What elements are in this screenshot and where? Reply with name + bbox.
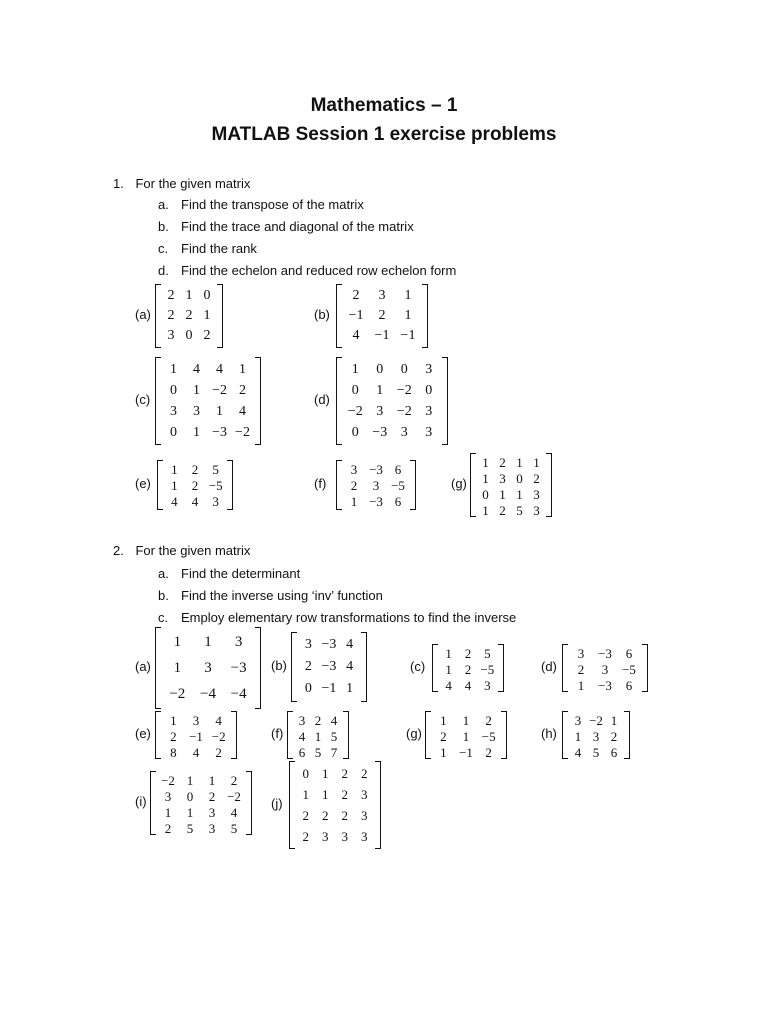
matrix-cell: 3 [167,328,175,343]
matrix-cell: 2 [341,765,348,781]
matrix-cell: 3 [322,828,329,844]
matrix-cell: 2 [464,646,472,661]
matrix [289,761,381,849]
matrix-cell: 3 [170,403,177,419]
matrix-cell: 0 [203,288,211,303]
matrix-label: (j) [271,796,283,811]
task-item [158,566,301,581]
task-letter: b. [158,588,169,603]
matrix-cell: 1 [445,662,452,677]
matrix-cell: 3 [601,662,609,677]
matrix-cell: 3 [574,713,582,728]
matrix-cell: 2 [485,713,492,728]
task-item [158,219,414,234]
matrix [470,453,552,517]
matrix-cell: 4 [464,678,472,693]
matrix-cell: −2 [235,424,250,440]
matrix-cell: 0 [400,361,408,377]
matrix-cell: −1 [321,681,337,696]
matrix-cell: 1 [322,786,329,802]
matrix-cell: 2 [191,462,199,477]
matrix-cell: 3 [212,494,219,509]
matrix-cell: 2 [304,659,312,674]
matrix-cell: 2 [191,478,199,493]
matrix-cell: 0 [351,382,359,398]
matrix-cell: 1 [462,713,470,728]
matrix-cell: 6 [625,678,633,693]
matrix-cell: 2 [185,308,193,323]
matrix-cell: 7 [330,745,338,760]
matrix-cell: 0 [170,424,177,440]
matrix-cell: 3 [376,403,384,419]
matrix-cell: 1 [203,308,211,323]
matrix-cell: 5 [186,821,194,836]
matrix-label: (f) [314,476,327,491]
matrix-cell: 2 [167,288,175,303]
matrix-cell: 2 [440,729,447,744]
matrix-cell: −3 [369,494,383,509]
matrix-cell: 1 [193,424,200,440]
task-item [158,197,364,212]
matrix-cell: −5 [622,662,636,677]
matrix-cell: 0 [185,328,193,343]
matrix-cell: 5 [230,821,238,836]
problem-prompt: For the given matrix [135,176,251,191]
matrix-cell: −3 [321,637,337,652]
matrix-cell: 1 [577,678,585,693]
matrix-cell: 2 [203,328,211,343]
matrix-cell: 6 [610,745,618,760]
matrix-cell: −2 [212,382,227,398]
matrix [155,627,261,709]
matrix-cell: 3 [533,503,540,518]
matrix-cell: 4 [298,729,306,744]
matrix-cell: 0 [351,424,359,440]
matrix-cell: 1 [346,681,354,696]
matrix-label: (b) [314,307,330,322]
matrix-cell: 3 [484,678,491,693]
matrix-cell: −1 [400,328,416,343]
matrix [562,644,648,692]
matrix-cell: 1 [350,494,358,509]
matrix-label: (i) [135,794,147,809]
matrix-label: (e) [135,726,151,741]
matrix-cell: 3 [350,462,358,477]
matrix-cell: 2 [464,662,472,677]
matrix-cell: 2 [610,729,618,744]
matrix-cell: 2 [341,807,348,823]
matrix-cell: 1 [186,773,194,788]
matrix [287,711,349,759]
matrix-cell: 3 [499,471,506,486]
matrix-cell: 4 [445,678,452,693]
matrix-cell: 2 [341,786,348,802]
matrix-label: (d) [314,392,330,407]
matrix-cell: 1 [462,729,470,744]
matrix-cell: 4 [330,713,338,728]
page-title: Mathematics – 1 [310,95,458,116]
matrix-cell: 2 [322,807,329,823]
matrix-cell: 3 [577,646,585,661]
matrix-cell: 2 [239,382,246,398]
matrix-cell: 3 [208,821,216,836]
matrix-cell: −5 [208,478,223,493]
matrix-cell: 1 [170,361,177,377]
matrix-cell: 2 [164,821,172,836]
matrix [155,711,237,759]
matrix-cell: 4 [193,361,200,377]
matrix-label: (a) [135,307,151,322]
matrix-cell: 8 [170,745,177,760]
matrix-cell: 1 [445,646,452,661]
task-text: Find the transpose of the matrix [181,197,364,212]
matrix-cell: 1 [185,288,193,303]
task-text: Find the trace and diagonal of the matrix [181,219,414,234]
matrix-cell: −3 [321,659,337,674]
matrix-cell: −1 [459,745,473,760]
matrix-cell: 5 [484,646,491,661]
matrix-cell: −2 [396,382,412,398]
matrix-cell: −1 [374,328,390,343]
matrix-cell: 0 [170,382,177,398]
matrix-cell: 3 [372,478,380,493]
matrix-cell: −2 [227,789,241,804]
matrix-cell: 1 [440,713,447,728]
task-letter: d. [158,263,169,278]
matrix-label: (b) [271,658,287,673]
matrix-cell: 0 [302,765,309,781]
matrix-cell: 1 [186,805,194,820]
matrix-cell: 3 [361,807,368,823]
matrix-cell: 2 [577,662,585,677]
matrix-cell: 1 [216,403,223,419]
matrix-cell: 2 [230,773,238,788]
matrix [291,632,367,702]
matrix-cell: 5 [330,729,338,744]
matrix-label: (h) [541,726,557,741]
matrix-label: (c) [410,659,426,674]
matrix-cell: 3 [592,729,600,744]
matrix-cell: 1 [499,487,506,502]
matrix-cell: 1 [516,455,523,470]
matrix-cell: −4 [200,685,216,702]
matrix-cell: −5 [391,478,405,493]
matrix-cell: 6 [394,462,402,477]
matrix-cell: 4 [215,713,222,728]
matrix-cell: 3 [361,828,368,844]
matrix [155,357,261,445]
problem-2 [113,543,250,558]
problem-1 [113,176,250,191]
matrix [562,711,630,759]
matrix-cell: −2 [161,773,175,788]
matrix [336,460,416,510]
matrix-cell: 1 [171,478,178,493]
matrix-cell: 3 [425,424,433,440]
matrix-cell: 4 [346,637,354,652]
problem-number: 2. [113,543,124,558]
matrix-label: (e) [135,476,151,491]
task-text: Employ elementary row transformations to find the inverse [181,610,517,625]
matrix-label: (d) [541,659,557,674]
matrix-cell: −1 [348,308,364,323]
matrix-label: (g) [406,726,422,741]
matrix-cell: 2 [352,288,360,303]
matrix-cell: −4 [230,685,247,702]
matrix-cell: 1 [516,487,523,502]
matrix-cell: 1 [204,633,212,650]
matrix-label: (f) [271,726,284,741]
matrix-cell: 3 [425,403,433,419]
task-item [158,610,517,625]
matrix-cell: 0 [304,681,312,696]
matrix-cell: 2 [208,789,216,804]
matrix-cell: 1 [376,382,384,398]
task-text: Find the determinant [181,566,301,581]
matrix-cell: 4 [574,745,582,760]
matrix-cell: 2 [499,455,506,470]
matrix-label: (a) [135,659,151,674]
matrix-cell: 1 [193,382,200,398]
matrix-cell: 0 [516,471,523,486]
matrix-cell: 2 [499,503,506,518]
matrix-cell: 6 [625,646,633,661]
matrix-cell: 3 [304,637,312,652]
matrix-cell: 3 [193,403,200,419]
matrix-cell: 1 [302,786,309,802]
matrix-cell: 4 [192,745,200,760]
matrix-cell: −2 [169,685,186,702]
matrix-cell: 4 [191,494,199,509]
matrix-cell: 0 [186,789,194,804]
matrix-cell: 1 [351,361,359,377]
matrix-cell: −3 [230,659,247,676]
matrix-cell: −1 [189,729,203,744]
matrix-cell: 2 [302,828,309,844]
matrix-label: (c) [135,392,151,407]
matrix-cell: 6 [298,745,306,760]
matrix-cell: 3 [425,361,433,377]
matrix-cell: 4 [346,659,354,674]
matrix-cell: 5 [314,745,322,760]
matrix-cell: −3 [372,424,388,440]
matrix-cell: 1 [482,455,489,470]
matrix-cell: 1 [404,308,412,323]
matrix-cell: 4 [216,361,223,377]
matrix-cell: 0 [425,382,433,398]
matrix-cell: 2 [170,729,177,744]
matrix [336,284,428,348]
matrix-cell: 1 [173,633,182,650]
matrix-cell: 2 [485,745,492,760]
task-letter: b. [158,219,169,234]
task-item [158,241,257,256]
matrix-cell: 1 [322,765,329,781]
matrix-cell: 3 [341,828,348,844]
task-letter: c. [158,241,169,256]
matrix-cell: 3 [400,424,408,440]
task-text: Find the rank [181,241,257,256]
matrix-cell: 3 [234,633,243,650]
matrix [155,284,223,348]
task-letter: a. [158,566,169,581]
task-letter: c. [158,610,169,625]
matrix-cell: −3 [212,424,227,440]
matrix-cell: 2 [302,807,309,823]
matrix-cell: 4 [230,805,238,820]
matrix-cell: 3 [298,713,306,728]
matrix-cell: −3 [598,646,612,661]
matrix-cell: −2 [347,403,363,419]
matrix-cell: 3 [361,786,368,802]
matrix-cell: 6 [394,494,402,509]
task-item [158,588,383,603]
matrix-cell: 3 [164,789,172,804]
task-letter: a. [158,197,169,212]
task-text: Find the echelon and reduced row echelon form [181,263,457,278]
matrix [425,711,507,759]
matrix-cell: 1 [208,773,216,788]
matrix-cell: −3 [369,462,383,477]
matrix-cell: 1 [533,455,540,470]
matrix-cell: −3 [598,678,612,693]
matrix [336,357,448,445]
matrix-cell: 2 [378,308,386,323]
matrix-cell: 1 [171,462,178,477]
matrix-cell: 4 [239,403,246,419]
matrix-cell: 2 [533,471,540,486]
matrix [432,644,504,692]
matrix-cell: −5 [480,662,495,677]
matrix-cell: 1 [440,745,447,760]
problem-prompt: For the given matrix [135,543,251,558]
matrix-cell: 2 [314,713,322,728]
matrix-cell: 1 [239,361,246,377]
matrix-label: (g) [451,476,467,491]
task-item [158,263,457,278]
matrix-cell: −2 [589,713,603,728]
matrix-cell: 2 [215,745,222,760]
matrix-cell: 3 [192,713,200,728]
matrix-cell: 1 [482,503,489,518]
page-subtitle: MATLAB Session 1 exercise problems [211,124,557,145]
matrix-cell: 3 [204,659,212,676]
matrix-cell: 4 [171,494,178,509]
problem-number: 1. [113,176,124,191]
matrix-cell: 5 [212,462,219,477]
matrix-cell: 1 [610,713,618,728]
matrix-cell: 5 [516,503,523,518]
matrix-cell: 2 [361,765,368,781]
matrix-cell: 2 [350,478,358,493]
matrix-cell: 0 [376,361,384,377]
matrix-cell: 1 [404,288,412,303]
matrix-cell: −2 [396,403,412,419]
matrix-cell: 1 [482,471,489,486]
matrix-cell: 1 [164,805,172,820]
matrix-cell: −2 [211,729,226,744]
matrix-cell: 1 [170,713,177,728]
matrix-cell: 4 [352,328,360,343]
matrix-cell: 0 [482,487,489,502]
matrix-cell: 1 [574,729,582,744]
matrix-cell: 3 [378,288,386,303]
task-text: Find the inverse using ‘inv’ function [181,588,383,603]
matrix-cell: 3 [208,805,216,820]
matrix-cell: 2 [167,308,175,323]
matrix [150,771,252,835]
matrix-cell: 1 [314,729,322,744]
matrix-cell: −5 [481,729,496,744]
matrix [157,460,233,510]
matrix-cell: 1 [173,659,182,676]
matrix-cell: 3 [533,487,540,502]
matrix-cell: 5 [592,745,600,760]
